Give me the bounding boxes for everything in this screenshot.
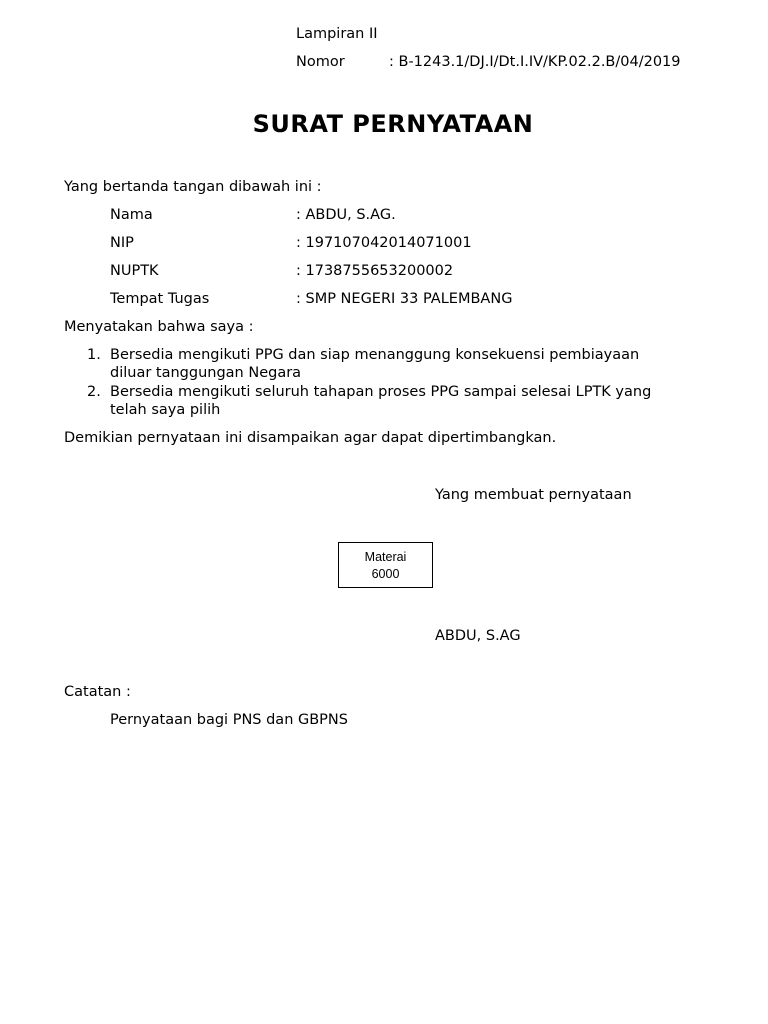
lampiran-label: Lampiran II	[296, 26, 378, 42]
signer-name: ABDU, S.AG	[435, 628, 521, 644]
materai-stamp-box	[338, 542, 433, 588]
identity-label-tempat-tugas: Tempat Tugas	[110, 291, 210, 307]
document-title: SURAT PERNYATAAN	[252, 110, 534, 138]
notes-text: Pernyataan bagi PNS dan GBPNS	[110, 712, 348, 728]
notes-label: Catatan :	[64, 684, 131, 700]
identity-label-nama: Nama	[110, 207, 153, 223]
nomor-label: Nomor	[296, 54, 345, 70]
identity-value-nama: : ABDU, S.AG.	[296, 207, 396, 223]
identity-value-tempat-tugas: : SMP NEGERI 33 PALEMBANG	[296, 291, 513, 307]
identity-label-nip: NIP	[110, 235, 134, 251]
statement-intro: Menyatakan bahwa saya :	[64, 319, 254, 335]
statement-line: Bersedia mengikuti seluruh tahapan proses PPG sampai selesai LPTK yang	[110, 384, 652, 400]
identity-value-nuptk: : 1738755653200002	[296, 263, 454, 279]
statement-line: telah saya pilih	[110, 402, 221, 418]
intro-text: Yang bertanda tangan dibawah ini :	[64, 179, 322, 195]
statement-line: diluar tanggungan Negara	[110, 365, 302, 381]
statement-number: 1.	[87, 347, 101, 363]
identity-value-nip: : 197107042014071001	[296, 235, 472, 251]
nomor-value: : B-1243.1/DJ.I/Dt.I.IV/KP.02.2.B/04/2019	[389, 54, 681, 70]
stamp-label: Materai	[364, 550, 407, 564]
identity-label-nuptk: NUPTK	[110, 263, 159, 279]
statement-number: 2.	[87, 384, 101, 400]
signature-heading: Yang membuat pernyataan	[435, 487, 632, 503]
statement-line: Bersedia mengikuti PPG dan siap menanggung konsekuensi pembiayaan	[110, 347, 640, 363]
closing-text: Demikian pernyataan ini disampaikan agar dapat dipertimbangkan.	[64, 430, 557, 446]
stamp-value: 6000	[371, 567, 400, 581]
